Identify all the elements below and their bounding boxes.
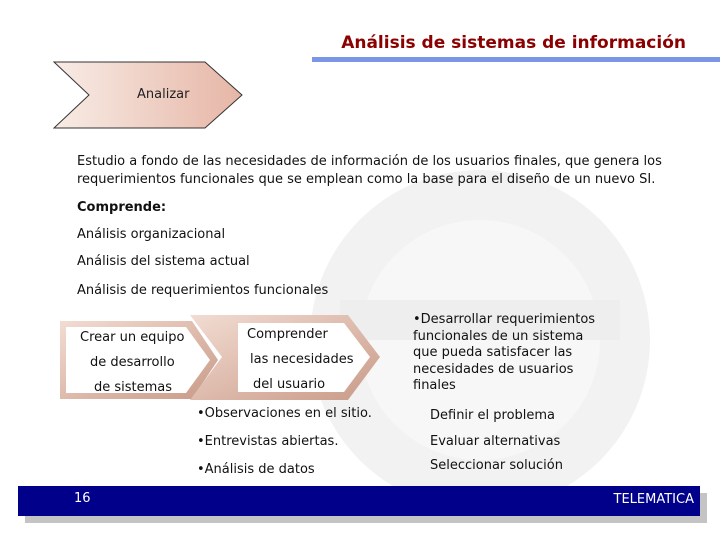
process-step: Definir el problema xyxy=(430,408,556,423)
description xyxy=(77,153,677,189)
analizar-label: Analizar xyxy=(137,87,190,102)
understand-box-line: las necesidades xyxy=(250,352,354,367)
comprende-item: Análisis del sistema actual xyxy=(77,254,250,269)
team-box-line: de desarrollo xyxy=(90,355,175,370)
comprende-item: Análisis de requerimientos funcionales xyxy=(77,283,329,298)
team-box-line: Crear un equipo xyxy=(80,330,185,345)
page-number: 16 xyxy=(74,491,91,506)
process-step: Seleccionar solución xyxy=(430,458,563,473)
team-box-line: de sistemas xyxy=(94,380,173,395)
requirements-note: •Desarrollar requerimientos funcionales de un sistema que pueda satisfacer las necesidades de usuarios finales xyxy=(413,312,596,393)
description-line-2: requerimientos funcionales que se emplean como la base para el diseño de un nuevo SI. xyxy=(77,172,656,187)
page-title: Análisis de sistemas de información xyxy=(341,33,686,53)
footer-bar xyxy=(18,486,700,516)
understand-box-line: Comprender xyxy=(247,327,328,342)
description-line-1: Estudio a fondo de las necesidades de información de los usuarios finales, que genera los xyxy=(77,154,662,169)
comprende-heading: Comprende: xyxy=(77,200,167,215)
technique-bullet: •Observaciones en el sitio. xyxy=(197,406,372,421)
technique-bullet: •Entrevistas abiertas. xyxy=(197,434,339,449)
title-underline xyxy=(312,57,720,62)
technique-bullet: •Análisis de datos xyxy=(197,462,315,477)
comprende-item: Análisis organizacional xyxy=(77,227,226,242)
process-step: Evaluar alternativas xyxy=(430,434,561,449)
understand-box-line: del usuario xyxy=(253,377,326,392)
footer-brand: TELEMATICA xyxy=(613,492,694,507)
